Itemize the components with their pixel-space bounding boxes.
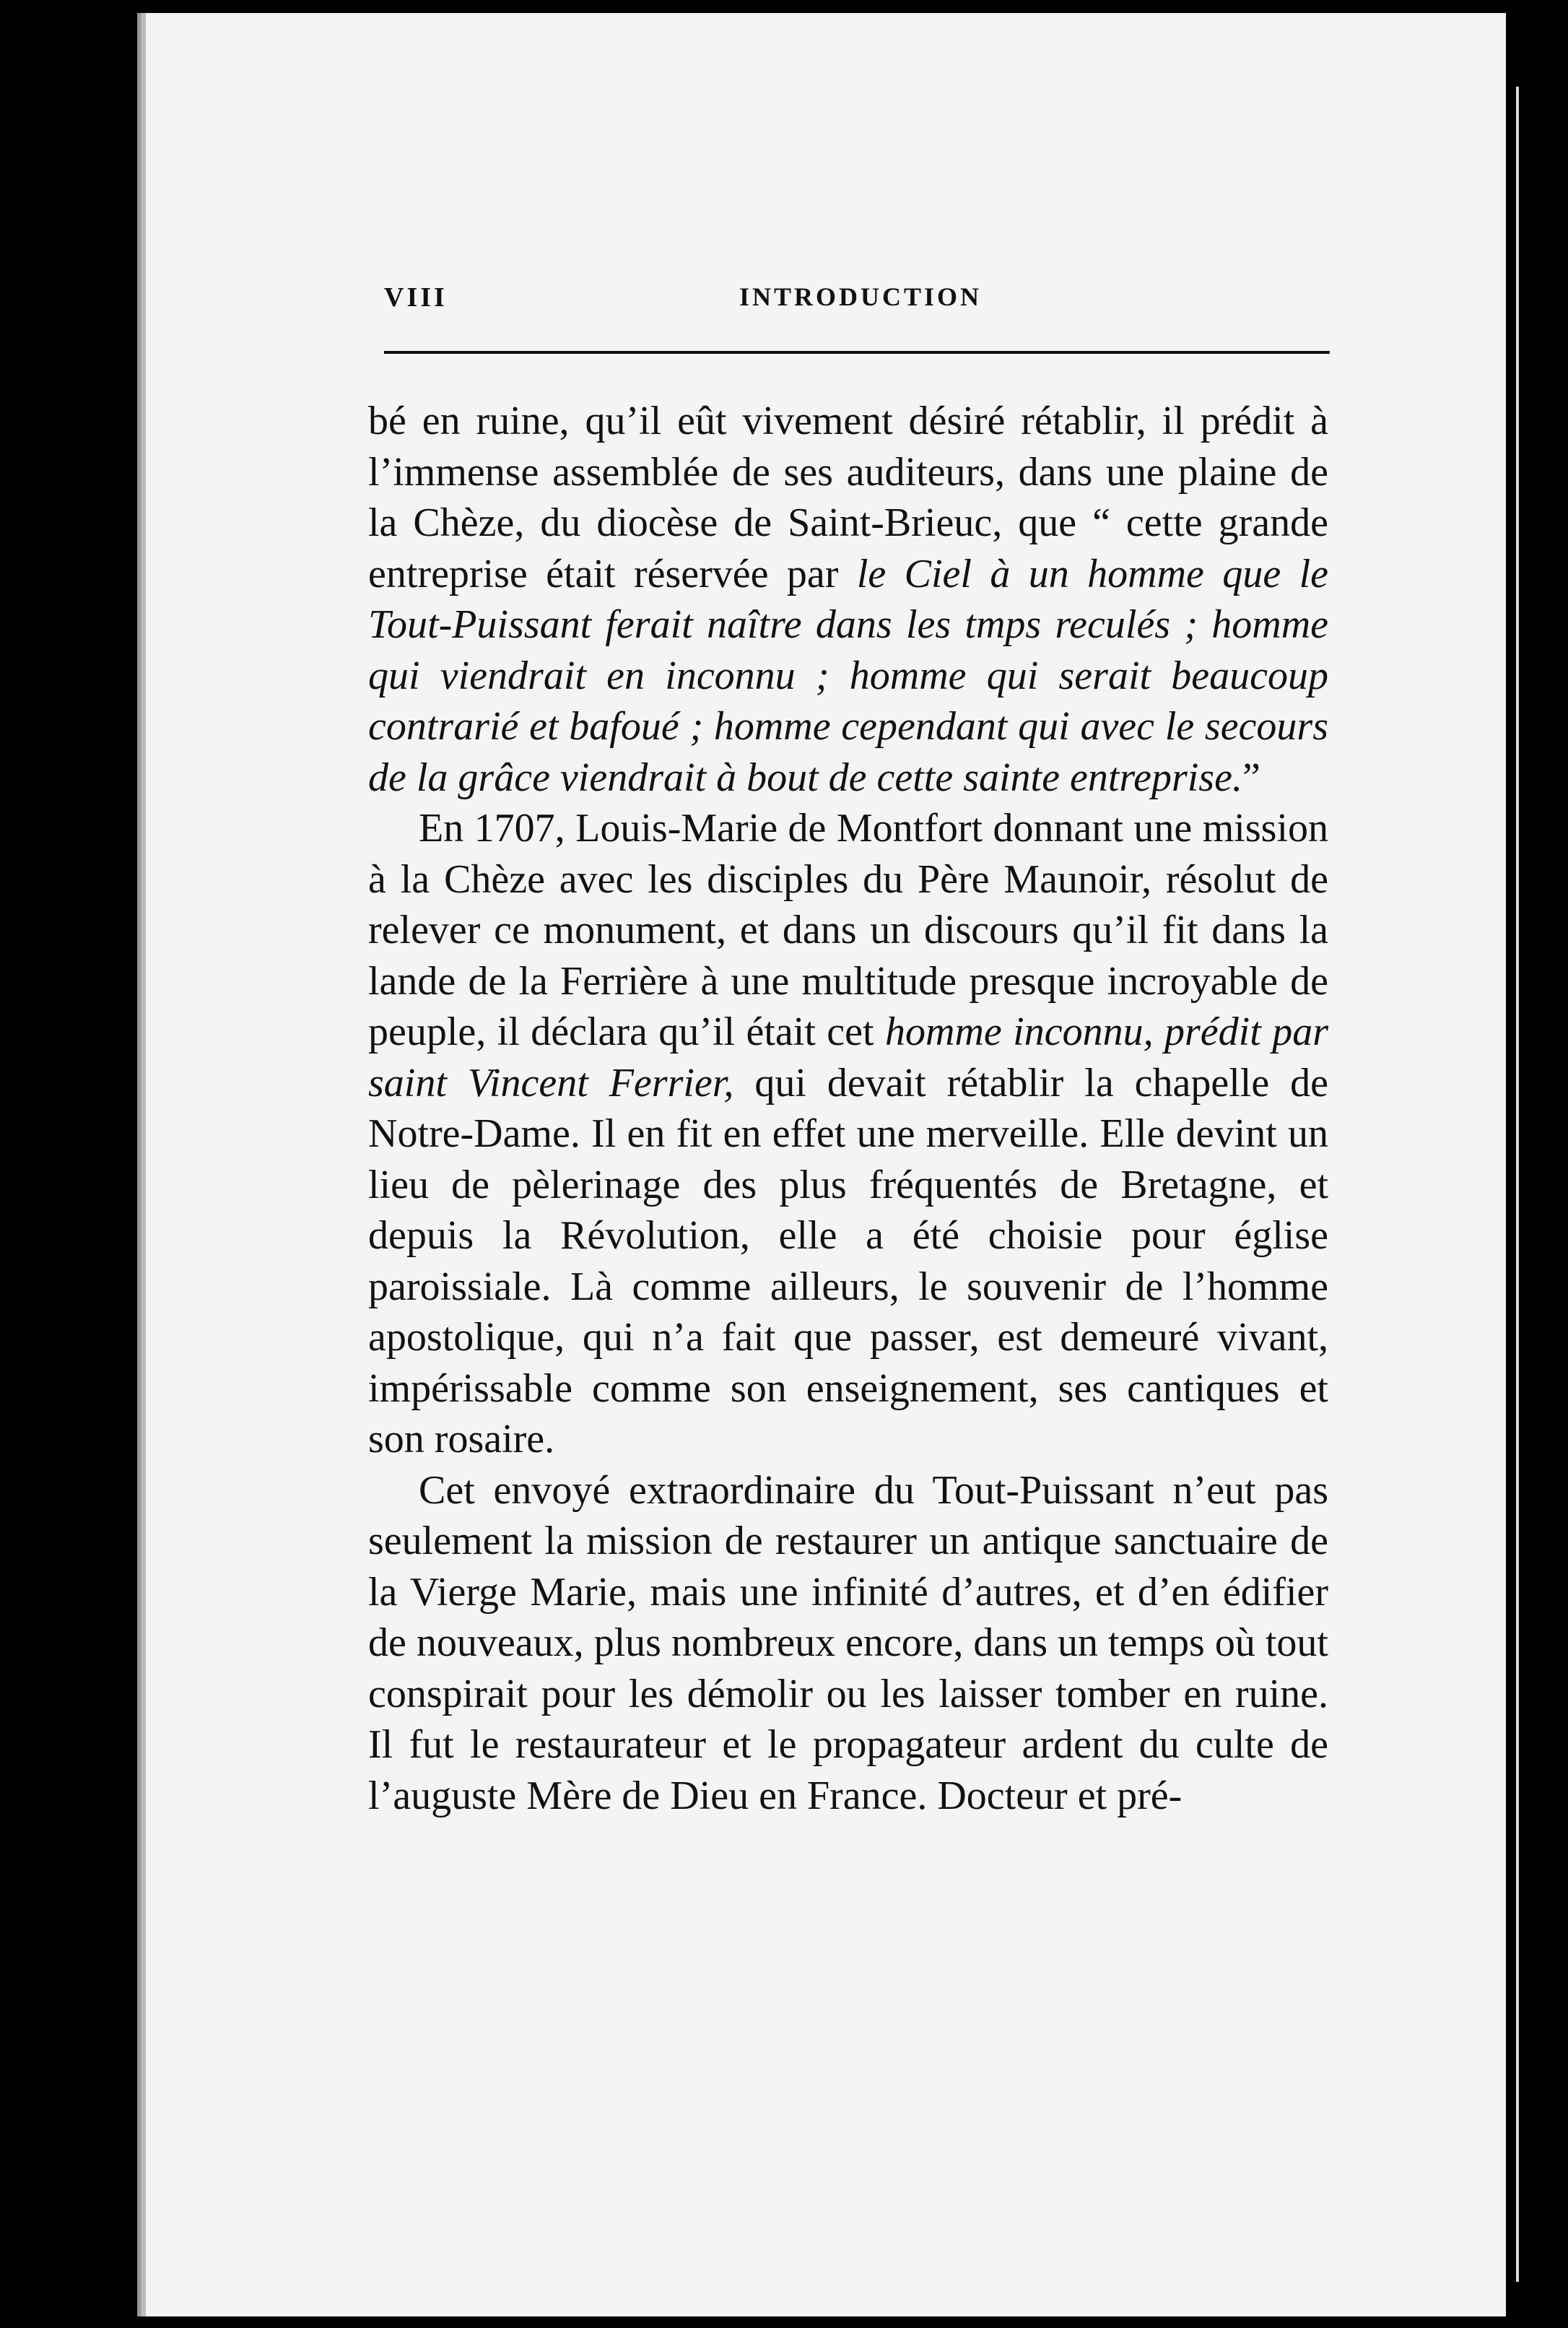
paragraph-2-roman-b: qui devait rétablir la chapelle de Notre-Dame. Il en fit en effet une merveille. Elle devint un lieu de pèlerinage des plus fréquentés de Bretagne, et depuis la Révolution, elle a été choisie pour église paroissiale. Là comme ailleurs, le souvenir de l’homme apostolique, qui n’a fait que passer, est demeuré vivant, impérissable comme son enseignement, ses cantiques et son rosaire. bbox=[368, 1060, 1328, 1461]
paragraph-2-italic: homme inconnu, prédit par saint Vincent Ferrier, bbox=[368, 1009, 1328, 1106]
header-rule bbox=[384, 351, 1330, 354]
facing-page-edge-line bbox=[1516, 87, 1519, 2282]
paragraph-1-roman: bé en ruine, qu’il eût vivement désiré rétablir, il prédit à l’immense assemblée de ses auditeurs, dans une plaine de la Chèze, du diocèse de Saint-Brieuc, que “ cette grande entreprise était réservée par bbox=[368, 399, 1328, 596]
body-text bbox=[368, 396, 1328, 1821]
running-title: INTRODUCTION bbox=[739, 282, 983, 311]
facing-page-edge bbox=[1506, 0, 1568, 2328]
paragraph-3: Cet envoyé extraordinaire du Tout-Puissant n’eut pas seulement la mission de restaurer un antique sanctuaire de la Vierge Marie, mais une infinité d’autres, et d’en édifier de nouveaux, plus nombreux encore, dans un temps où tout conspirait pour les démolir ou les laisser tomber en ruine. Il fut le restaurateur et le propagateur ardent du culte de l’auguste Mère de Dieu en France. Docteur et pré- bbox=[368, 1467, 1328, 1818]
paragraph-2 bbox=[368, 803, 1328, 1465]
page-number: VIII bbox=[384, 282, 448, 313]
paragraph-2-roman-a: En 1707, Louis-Marie de Montfort donnant une mission à la Chèze avec les disciples du Père Maunoir, résolut de relever ce monument, et dans un discours qu’il fit dans la lande de la Ferrière à une multitude presque incroyable de peuple, il déclara qu’il était cet bbox=[368, 806, 1328, 1054]
paragraph-1 bbox=[368, 396, 1328, 803]
page-header bbox=[384, 282, 1330, 325]
paragraph-1-quotation: le Ciel à un homme que le Tout-Puissant ferait naître dans les tmps reculés ; homme qui viendrait en inconnu ; homme qui serait beaucoup contrarié et bafoué ; homme cependant qui avec le secours de la grâce viendrait à bout de cette sainte entreprise. bbox=[368, 551, 1328, 800]
paragraph-1-closing-quote: ” bbox=[1242, 755, 1260, 800]
